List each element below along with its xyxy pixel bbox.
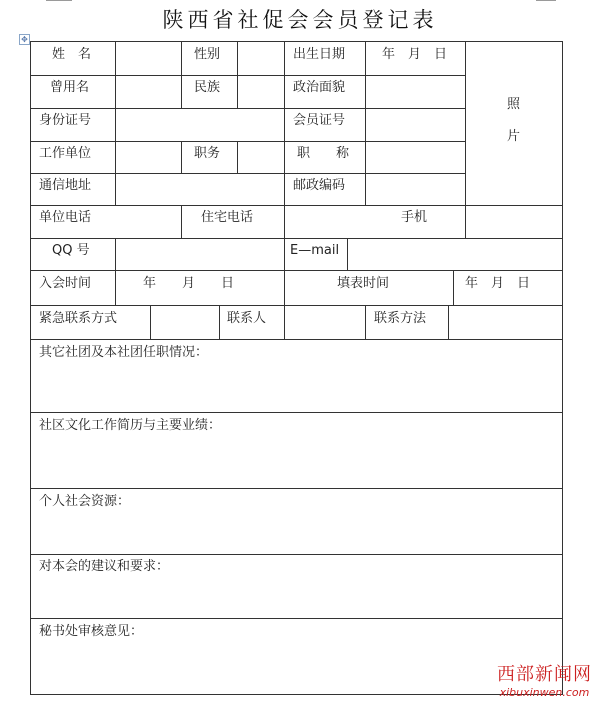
join-date-value: 年 月 日	[143, 276, 235, 291]
row-divider	[30, 238, 563, 239]
other-orgs-section-label: 其它社团及本社团任职情况：	[39, 345, 209, 360]
form-title: 陕西省社促会会员登记表	[162, 8, 438, 32]
row-divider	[30, 305, 563, 306]
email-label: E—mail	[290, 243, 340, 258]
contact-method-label: 联系方法	[374, 311, 427, 326]
professional-title-label: 职 称	[297, 146, 350, 161]
row-divider	[30, 412, 563, 413]
fill-date-value: 年 月 日	[465, 276, 531, 291]
row-divider	[30, 75, 466, 76]
col-divider	[237, 41, 238, 108]
row-divider	[30, 141, 466, 142]
col-divider	[284, 305, 285, 339]
col-divider	[448, 305, 449, 339]
col-divider	[181, 205, 182, 238]
row-divider	[30, 554, 563, 555]
qq-label: QQ 号	[52, 243, 90, 258]
resources-section-label: 个人社会资源：	[39, 494, 131, 509]
fill-date-label: 填表时间	[337, 276, 390, 291]
secretary-review-section-label: 秘书处审核意见：	[39, 624, 144, 639]
col-divider	[453, 270, 454, 305]
col-divider	[181, 141, 182, 173]
row-divider	[30, 205, 563, 206]
suggestions-section-label: 对本会的建议和要求：	[39, 559, 170, 574]
col-divider	[181, 41, 182, 108]
mailing-address-label: 通信地址	[39, 178, 92, 193]
home-phone-label: 住宅电话	[201, 210, 254, 225]
col-divider	[150, 305, 151, 339]
watermark-cn: 西部新闻网	[497, 664, 592, 685]
col-divider	[115, 41, 116, 205]
id-number-label: 身份证号	[39, 113, 92, 128]
col-divider	[219, 305, 220, 339]
ethnicity-label: 民族	[194, 80, 221, 95]
col-divider	[284, 270, 285, 305]
birth-date-value: 年 月 日	[382, 47, 448, 62]
top-margin-mark-left	[46, 0, 72, 1]
mobile-label: 手机	[401, 210, 428, 225]
row-divider	[30, 270, 563, 271]
gender-label: 性别	[194, 47, 221, 62]
col-divider	[284, 41, 285, 238]
join-date-label: 入会时间	[39, 276, 92, 291]
registration-table	[30, 41, 563, 695]
work-unit-label: 工作单位	[39, 146, 92, 161]
emergency-contact-label: 紧急联系方式	[39, 311, 118, 326]
col-divider	[347, 238, 348, 270]
site-watermark	[497, 660, 592, 699]
political-status-label: 政治面貌	[293, 80, 346, 95]
col-divider	[284, 238, 285, 270]
work-phone-label: 单位电话	[39, 210, 92, 225]
table-move-handle-icon[interactable]: ✥	[19, 34, 30, 45]
row-divider	[30, 339, 563, 340]
resume-section-label: 社区文化工作简历与主要业绩：	[39, 418, 222, 433]
row-divider	[30, 488, 563, 489]
top-margin-mark-right	[536, 0, 556, 1]
contact-person-label: 联系人	[227, 311, 267, 326]
member-id-label: 会员证号	[293, 113, 346, 128]
col-divider	[365, 305, 366, 339]
col-divider	[365, 41, 366, 205]
photo-label-1: 照	[507, 97, 521, 112]
birth-date-label: 出生日期	[293, 47, 346, 62]
watermark-en: xibuxinwen.com	[499, 686, 590, 699]
photo-label-2: 片	[507, 129, 521, 144]
col-divider	[115, 270, 116, 305]
row-divider	[30, 108, 466, 109]
former-name-label: 曾用名	[50, 80, 90, 95]
col-divider	[115, 238, 116, 270]
col-divider	[237, 141, 238, 173]
col-divider	[465, 41, 466, 238]
name-label: 姓 名	[52, 47, 92, 62]
row-divider	[30, 173, 466, 174]
position-label: 职务	[194, 146, 221, 161]
row-divider	[30, 618, 563, 619]
postcode-label: 邮政编码	[293, 178, 346, 193]
